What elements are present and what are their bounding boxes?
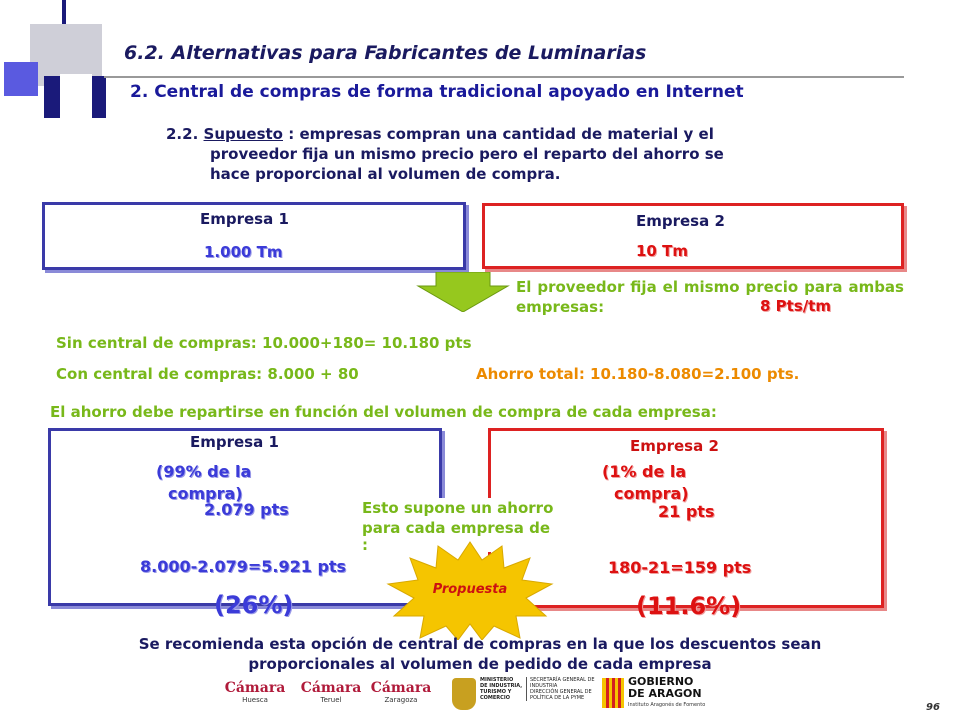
gobierno-aragon-logo: GOBIERNO DE ARAGON Instituto Aragonés de Fomento xyxy=(600,674,710,716)
company-1-share-line-1: (99% de la xyxy=(156,462,252,481)
company-1-percent: (26%) xyxy=(214,591,294,619)
green-arrow-icon xyxy=(416,272,510,312)
company-1-share-line-2: compra) xyxy=(168,484,243,503)
calc-with-central: Con central de compras: 8.000 + 80 xyxy=(56,365,359,383)
company-2-share-line-2: compra) xyxy=(614,484,689,503)
coat-of-arms-icon xyxy=(452,678,476,710)
distribution-heading: El ahorro debe repartirse en función del volumen de compra de cada empresa: xyxy=(50,403,717,421)
company-1-name: Empresa 1 xyxy=(200,210,289,228)
scenario-line-2: proveedor fija un mismo precio pero el reparto del ahorro se xyxy=(210,145,724,163)
scenario-line-3: hace proporcional al volumen de compra. xyxy=(210,165,561,183)
company-2-name: Empresa 2 xyxy=(636,212,725,230)
conclusion-line-2: proporcionales al volumen de pedido de cada empresa xyxy=(248,655,712,673)
company-1-formula: 8.000-2.079=5.921 pts xyxy=(140,557,347,576)
camara-zaragoza-logo: Cámara Zaragoza xyxy=(370,680,432,704)
scenario-label: Supuesto xyxy=(203,125,283,143)
camara-teruel-logo: Cámara Teruel xyxy=(300,680,362,704)
supplier-price: 8 Pts/tm xyxy=(760,297,832,315)
page-subtitle: 2. Central de compras de forma tradicional apoyado en Internet xyxy=(130,82,744,102)
scenario-number: 2.2. xyxy=(166,125,199,143)
scenario-paragraph xyxy=(166,124,866,184)
conclusion-line-1: Se recomienda esta opción de central de compras en la que los descuentos sean xyxy=(138,635,822,653)
company-2-formula: 180-21=159 pts xyxy=(608,558,752,577)
proposal-badge-label: Propuesta xyxy=(432,582,508,597)
middle-note-line-2: para cada empresa de xyxy=(362,519,550,537)
company-1-volume: 1.000 Tm xyxy=(204,243,283,261)
middle-note-line-1: Esto supone un ahorro xyxy=(362,499,554,517)
company-2-percent: (11.6%) xyxy=(636,592,742,620)
scenario-line-1: : empresas compran una cantidad de material y el xyxy=(288,125,714,143)
proposal-badge xyxy=(384,540,556,640)
conclusion xyxy=(40,634,920,674)
company-2-saving-amount: 21 pts xyxy=(658,502,715,521)
page-title: 6.2. Alternativas para Fabricantes de Luminarias xyxy=(124,42,647,64)
calc-total-saving: Ahorro total: 10.180-8.080=2.100 pts. xyxy=(476,365,800,383)
aragon-flag-icon xyxy=(602,678,624,708)
calc-without-central: Sin central de compras: 10.000+180= 10.180 pts xyxy=(56,334,472,352)
company-1-saving-name: Empresa 1 xyxy=(190,433,279,451)
company-2-share-line-1: (1% de la xyxy=(602,462,687,481)
company-2-saving-name: Empresa 2 xyxy=(630,437,719,455)
ministerio-logo: MINISTERIO DE INDUSTRIA, TURISMO Y COMERCIO SECRETARÍA GENERAL DE INDUSTRIA DIRECCIÓN GENERAL DE POLÍTICA DE LA PYME xyxy=(452,676,600,714)
title-divider xyxy=(104,76,904,78)
page-number: 96 xyxy=(926,702,940,713)
company-1-saving-amount: 2.079 pts xyxy=(204,500,289,519)
camara-huesca-logo: Cámara Huesca xyxy=(224,680,286,704)
supplier-note xyxy=(516,277,904,317)
corner-decoration xyxy=(0,0,120,125)
middle-note-line-3: : xyxy=(362,536,368,554)
company-2-volume: 10 Tm xyxy=(636,242,688,260)
supplier-note-text: El proveedor fija el mismo precio para ambas empresas: xyxy=(516,278,904,316)
